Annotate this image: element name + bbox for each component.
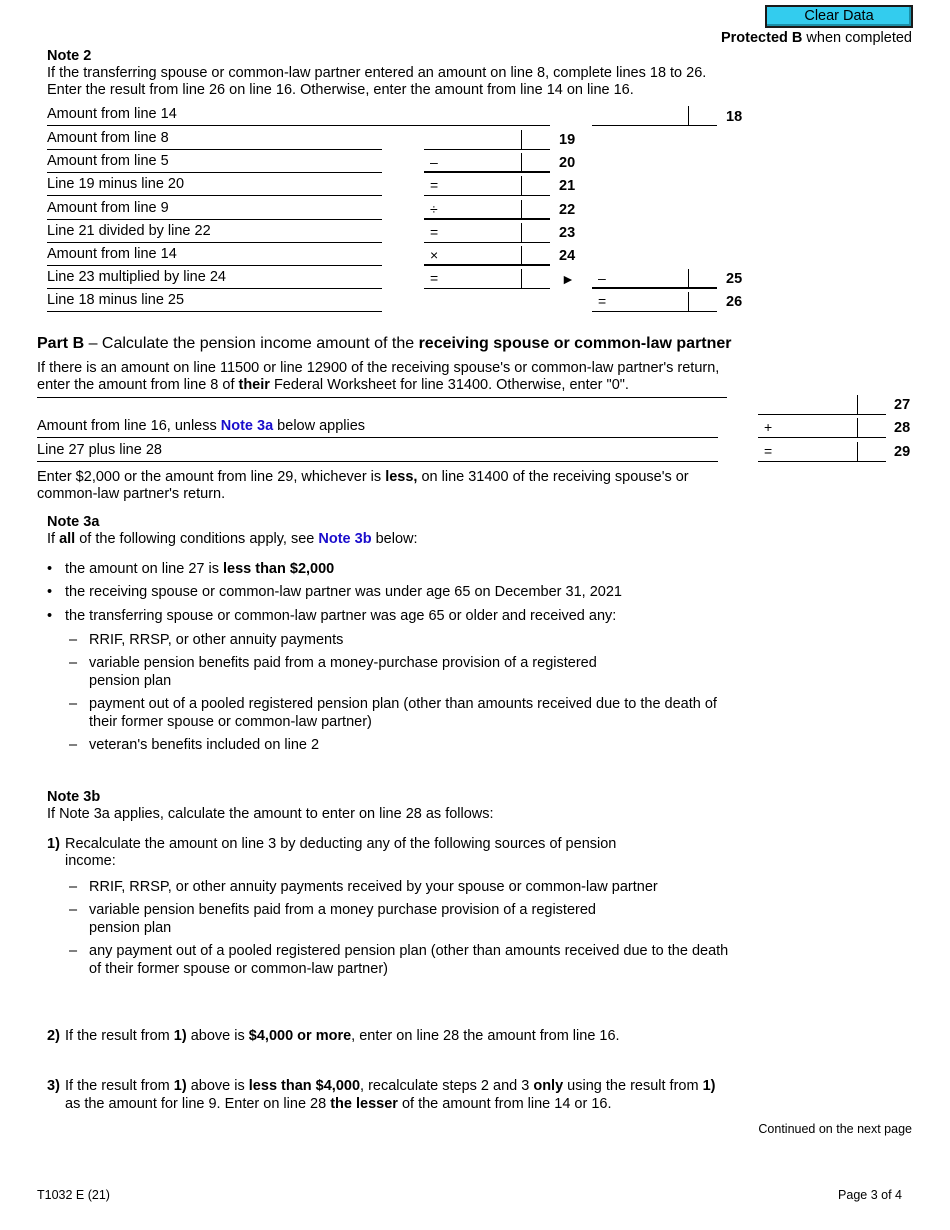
line-25-field[interactable]: –	[592, 269, 717, 289]
line-25-number: 25	[726, 271, 743, 287]
line-18-label: Amount from line 14	[47, 106, 550, 126]
line-26-field[interactable]: =	[592, 292, 717, 312]
line-22-field[interactable]: ÷	[424, 200, 550, 220]
list-item: • the receiving spouse or common-law partner was under age 65 on December 31, 2021	[47, 584, 717, 601]
line-20-number: 20	[559, 155, 576, 171]
list-item: – RRIF, RRSP, or other annuity payments received by your spouse or common-law partner	[69, 879, 729, 896]
partb-enter-text: Enter $2,000 or the amount from line 29, whichever is less, on line 31400 of the receiving spouse's or common-law partner's return.	[37, 469, 689, 503]
line-19-number: 19	[559, 132, 576, 148]
line-28-label: Amount from line 16, unless Note 3a below applies	[37, 418, 718, 438]
line-29-number: 29	[894, 444, 911, 460]
line-20-field[interactable]: –	[424, 153, 550, 173]
line-25-label: Line 23 multiplied by line 24	[47, 269, 382, 289]
line-19-label: Amount from line 8	[47, 130, 382, 150]
line-22-label: Amount from line 9	[47, 200, 382, 220]
line-23-number: 23	[559, 225, 576, 241]
list-item: – any payment out of a pooled registered pension plan (other than amounts received due to the death of their former spouse or common-law partner)	[69, 943, 729, 978]
line-20-label: Amount from line 5	[47, 153, 382, 173]
list-item: – veteran's benefits included on line 2	[69, 737, 729, 754]
line-19-field[interactable]	[424, 130, 550, 150]
line-23-label: Line 21 divided by line 22	[47, 223, 382, 243]
note2-title: Note 2	[47, 48, 92, 64]
partb-intro: If there is an amount on line 11500 or line 12900 of the receiving spouse's or common-law partner's return, enter the amount from line 8 of their Federal Worksheet for line 31400. Otherwise, enter "0".	[37, 360, 727, 398]
note3b-step-2: 2) If the result from 1) above is $4,000 or more, enter on line 28 the amount from line 16.	[47, 1027, 620, 1044]
note3a-link[interactable]: Note 3a	[220, 418, 274, 434]
list-item: – variable pension benefits paid from a money-purchase provision of a registered pension plan	[69, 655, 729, 690]
list-item: • the transferring spouse or common-law partner was age 65 or older and received any:	[47, 608, 717, 625]
partb-title: Part B – Calculate the pension income amount of the receiving spouse or common-law partner	[37, 335, 732, 352]
line-21-number: 21	[559, 178, 576, 194]
note3b-step-3: 3) If the result from 1) above is less than $4,000, recalculate steps 2 and 3 only using the result from 1) as the amount for line 9. Enter on line 28 the lesser of the amount from line 14 or 16.	[47, 1078, 716, 1112]
line-21-label: Line 19 minus line 20	[47, 176, 382, 196]
note2-text: If the transferring spouse or common-law partner entered an amount on line 8, complete lines 18 to 26. Enter the result from line 26 on line 16. Otherwise, enter the amount from line 14 on line 16.	[47, 65, 707, 99]
line-27-field[interactable]	[758, 395, 886, 415]
line-24-number: 24	[559, 248, 576, 264]
list-item: – RRIF, RRSP, or other annuity payments	[69, 632, 729, 649]
line-28-number: 28	[894, 420, 911, 436]
line-25-calc-field[interactable]: =	[424, 269, 550, 289]
line-26-number: 26	[726, 294, 743, 310]
list-item: • the amount on line 27 is less than $2,000	[47, 561, 717, 578]
line-28-field[interactable]: +	[758, 418, 886, 438]
line-18-number: 18	[726, 109, 743, 125]
note3a-title: Note 3a	[47, 514, 100, 530]
note3a-intro: If all of the following conditions apply, see Note 3b below:	[47, 531, 418, 547]
list-item: – payment out of a pooled registered pension plan (other than amounts received due to the death of their former spouse or common-law partner)	[69, 696, 729, 731]
note3a-conditions	[47, 561, 717, 631]
continued-note: Continued on the next page	[758, 1122, 912, 1136]
form-id: T1032 E (21)	[37, 1188, 110, 1202]
page-number: Page 3 of 4	[838, 1188, 902, 1202]
line-29-label: Line 27 plus line 28	[37, 442, 718, 462]
line-24-field[interactable]: ×	[424, 246, 550, 266]
line-22-number: 22	[559, 202, 576, 218]
line-26-label: Line 18 minus line 25	[47, 292, 382, 312]
note3b-sources	[69, 879, 729, 983]
line-23-field[interactable]: =	[424, 223, 550, 243]
line-21-field[interactable]: =	[424, 176, 550, 196]
note3b-step-1: 1) Recalculate the amount on line 3 by deducting any of the following sources of pension income:	[47, 836, 617, 870]
note3b-intro: If Note 3a applies, calculate the amount to enter on line 28 as follows:	[47, 806, 494, 822]
note3b-link[interactable]: Note 3b	[318, 531, 372, 547]
list-item: – variable pension benefits paid from a money purchase provision of a registered pension plan	[69, 902, 729, 937]
line-24-label: Amount from line 14	[47, 246, 382, 266]
protected-notice: Protected B when completed	[720, 30, 912, 46]
clear-data-button[interactable]: Clear Data	[765, 5, 913, 28]
note3a-sources	[69, 632, 729, 759]
note3b-title: Note 3b	[47, 789, 101, 805]
line-18-field[interactable]	[592, 106, 717, 126]
arrow-right-icon: ►	[561, 271, 575, 287]
line-29-field[interactable]: =	[758, 442, 886, 462]
line-27-number: 27	[894, 397, 911, 413]
